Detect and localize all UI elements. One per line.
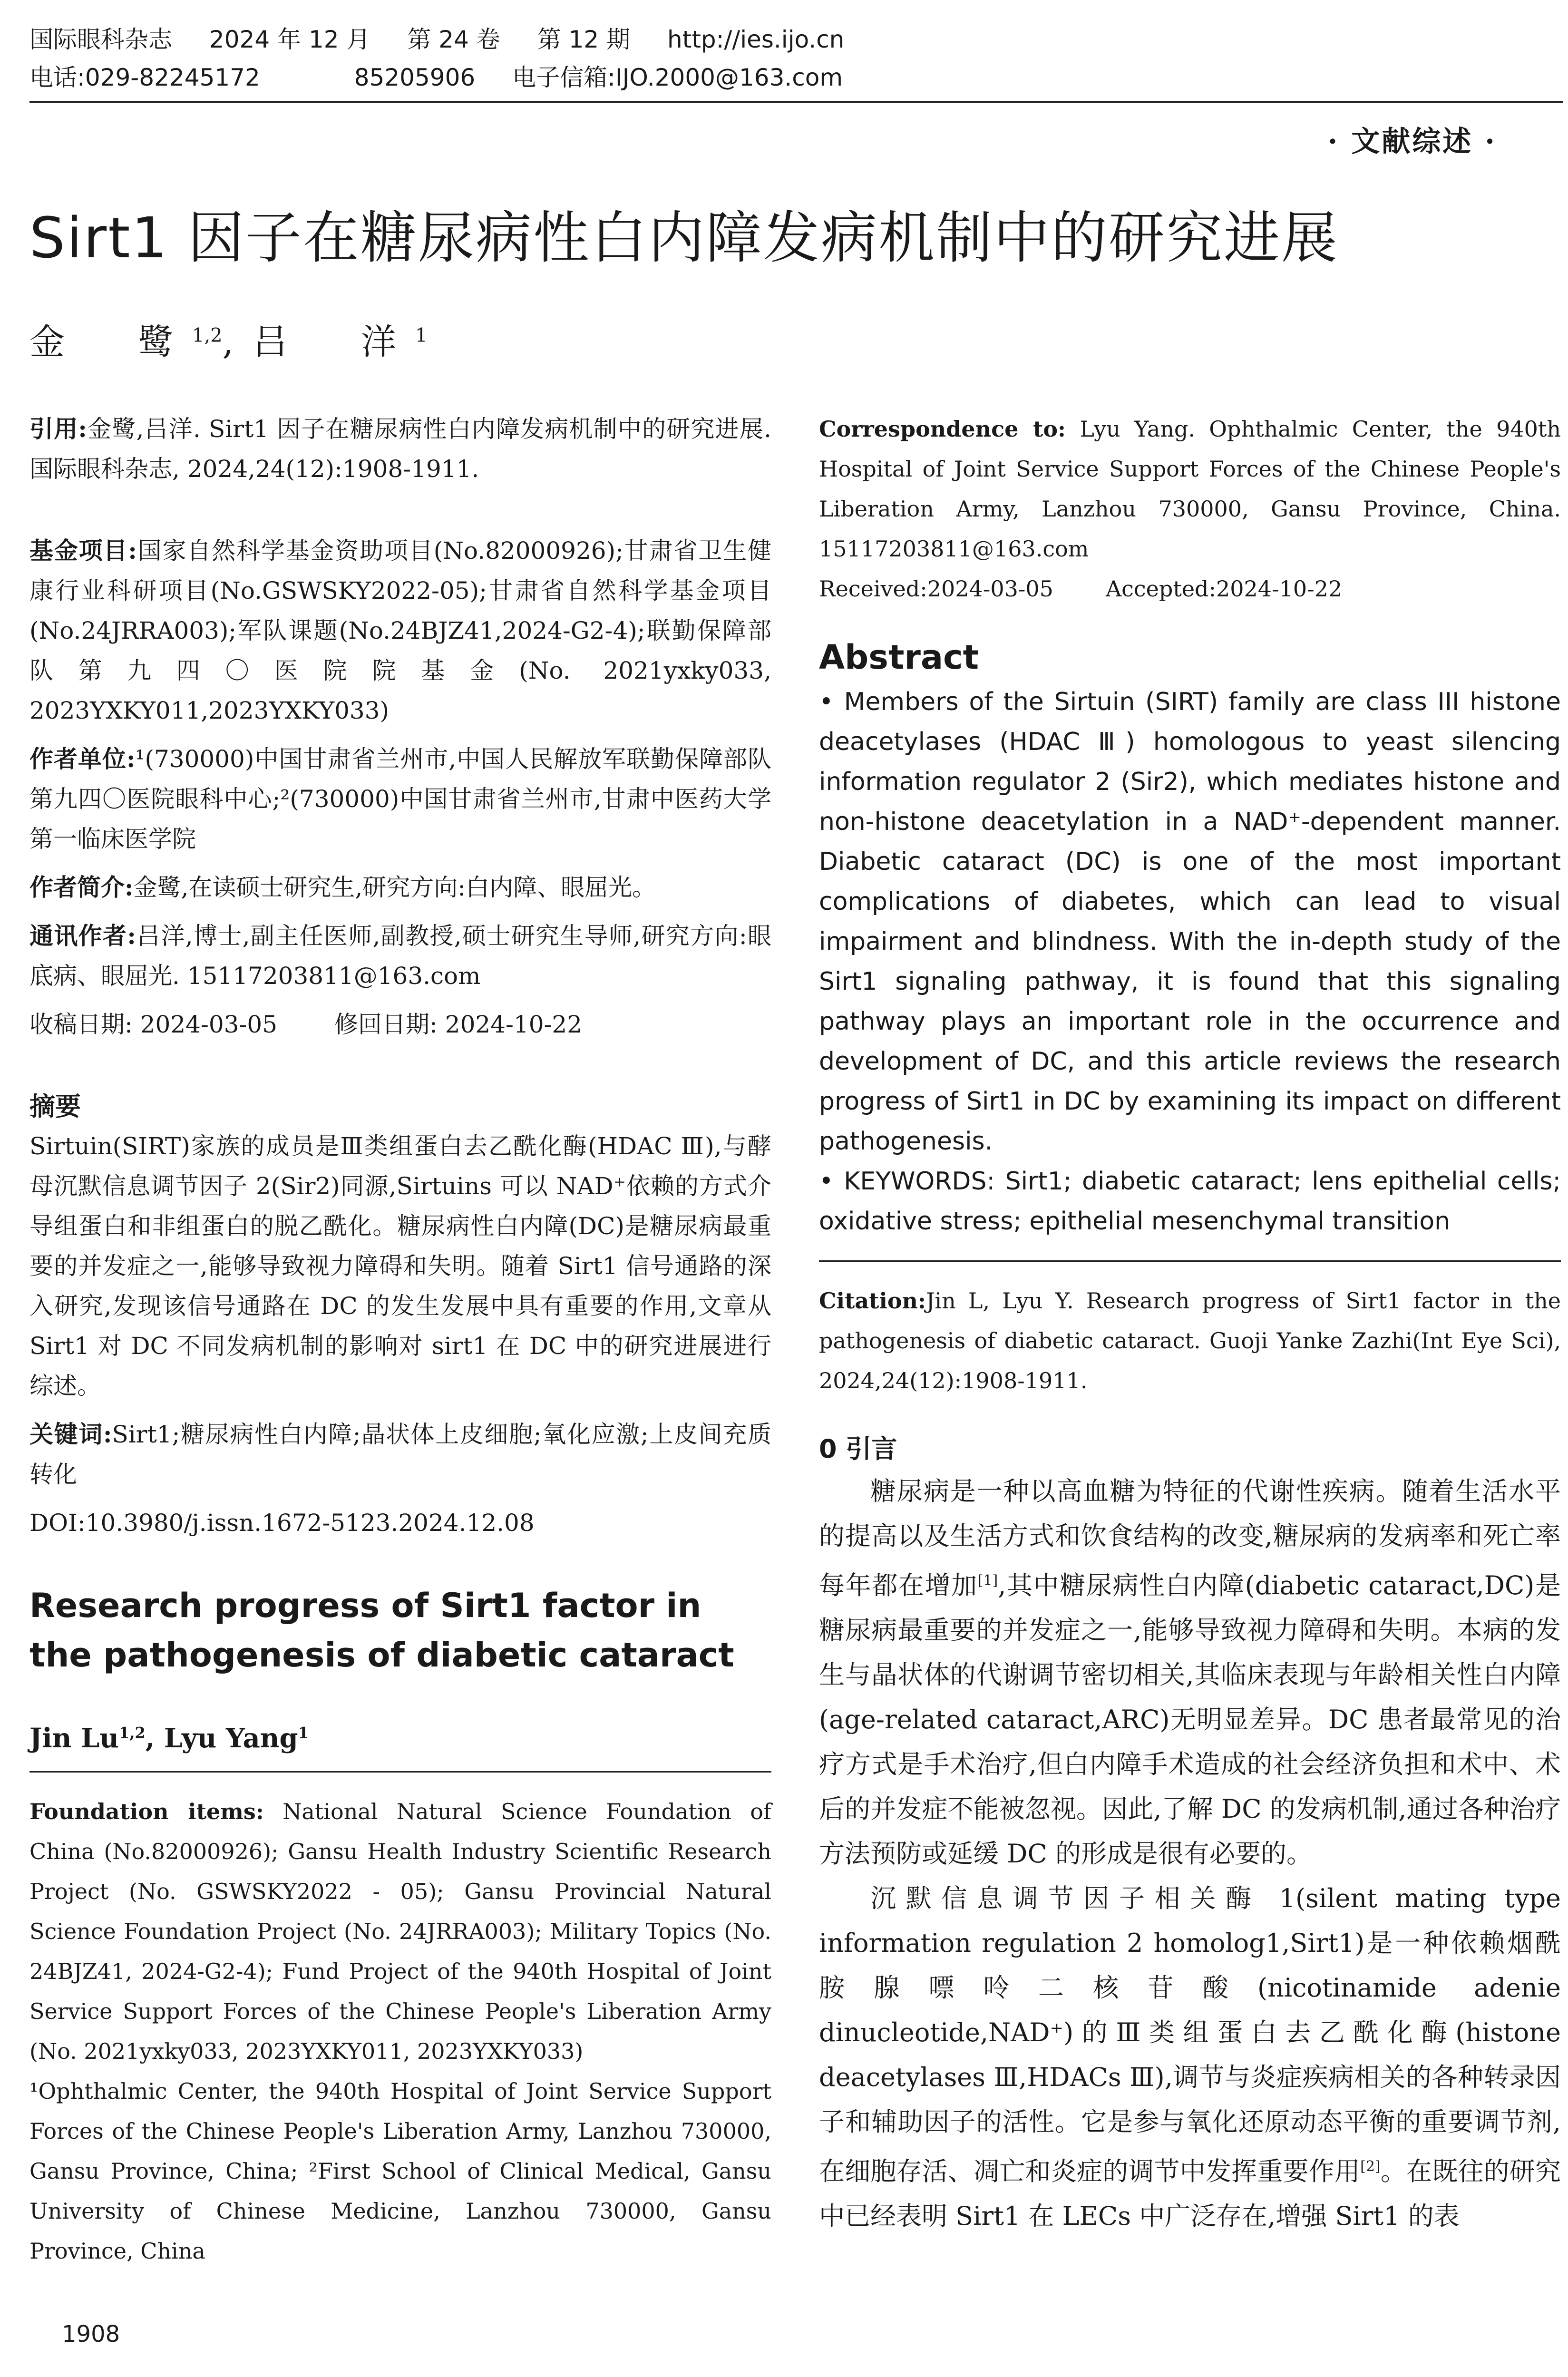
issue-date: 2024 年 12 月 — [209, 26, 370, 53]
fund-cn — [29, 531, 771, 731]
intro-heading: 0 引言 — [819, 1434, 897, 1464]
correspondence-en — [819, 409, 1561, 569]
author-bio-cn — [29, 867, 771, 907]
reference-2[interactable]: [2] — [1360, 2158, 1381, 2175]
author-2-affil: 1 — [415, 324, 428, 347]
journal-name: 国际眼科杂志 — [29, 26, 172, 53]
volume: 第 24 卷 — [407, 26, 500, 53]
foundation-items-text: National Natural Science Foundation of China (No.82000926); Gansu Health Industry Scientific Research Project (No. GSWSKY2022 - 05); Gansu Provincial Natural Science Foundation Project (No. 24JRRA003); Military Topics (No. 24BJZ41, 2024-G2-4); Fund Project of the 940th Hospital of Joint Service Support Forces of the Chinese People's Liberation Army (No. 2021yxky033, 2023YXKY011, 2023YXKY033) — [29, 1799, 771, 2064]
doi[interactable]: DOI:10.3980/j.issn.1672-5123.2024.12.08 — [29, 1509, 535, 1537]
keywords-cn-text: Sirt1;糖尿病性白内障;晶状体上皮细胞;氧化应激;上皮间充质转化 — [29, 1421, 771, 1488]
correspondence-en-label: Correspondence to: — [819, 416, 1066, 442]
correspondence-cn-text: 吕洋,博士,副主任医师,副教授,硕士研究生导师,研究方向:眼底病、眼屈光. 15117203811@163.com — [29, 922, 771, 990]
issue: 第 12 期 — [537, 26, 631, 53]
header-divider — [29, 101, 1563, 103]
phone: 电话:029-82245172 — [29, 64, 260, 91]
author-1-affil: 1,2 — [192, 324, 223, 347]
abstract-text-en: • Members of the Sirtuin (SIRT) family are class III histone deacetylases (HDAC Ⅲ) homologous to yeast silencing information regulator 2 (Sir2), which mediates histone and non-histone deacetylation in a NAD⁺-dependent manner. Diabetic cataract (DC) is one of the most important complications of diabetes, which can lead to visual impairment and blindness. With the in-depth study of the Sirt1 signaling pathway, it is found that this signaling pathway plays an important role in the occurrence and development of DC, and this article reviews the research progress of Sirt1 in DC by examining its impact on different pathogenesis. — [819, 688, 1561, 1156]
right-column — [819, 409, 1561, 2239]
keywords-cn-label: 关键词: — [29, 1420, 112, 1448]
article-title: Sirt1 因子在糖尿病性白内障发病机制中的研究进展 — [29, 205, 1339, 271]
accepted-date-en: Accepted:2024-10-22 — [1105, 576, 1343, 602]
keywords-en: • KEYWORDS: Sirt1; diabetic cataract; lens epithelial cells; oxidative stress; epithelial mesenchymal transition — [819, 1167, 1561, 1236]
citation-cn-text: 金鹭,吕洋. Sirt1 因子在糖尿病性白内障发病机制中的研究进展. 国际眼科杂志, 2024,24(12):1908-1911. — [29, 415, 771, 483]
citation-en-label: Citation: — [819, 1288, 926, 1314]
author-bio-label: 作者简介: — [29, 873, 134, 901]
author-separator: , — [222, 321, 253, 362]
section-label: · 文献综述 · — [1327, 125, 1497, 158]
english-section-divider — [29, 1771, 771, 1773]
intro-paragraph-2-part-b: 。在既往的研究中已经表明 Sirt1 在 LECs 中广泛存在,增强 Sirt1 的表 — [819, 2156, 1561, 2231]
author-2: 吕 洋 — [253, 321, 416, 362]
correspondence-en-text: Lyu Yang. Ophthalmic Center, the 940th Hospital of Joint Service Support Forces of the Chinese People's Liberation Army, Lanzhou 730000, Gansu Province, China. 15117203811@163.com — [819, 416, 1561, 562]
abstract-heading-en: Abstract — [819, 638, 979, 677]
intro-paragraph-1-part-a: 糖尿病是一种以高血糖为特征的代谢性疾病。随着生活水平的提高以及生活方式和饮食结构的改变,糖尿病的发病率和死亡率每年都在增加 — [819, 1476, 1561, 1600]
intro-paragraph-1 — [819, 1469, 1561, 1876]
running-header-line1 — [29, 21, 1537, 58]
journal-url[interactable]: http://ies.ijo.cn — [667, 26, 845, 53]
english-author-1: Jin Lu — [29, 1723, 119, 1754]
intro-paragraph-2 — [819, 1876, 1561, 2239]
affiliation-en: ¹Ophthalmic Center, the 940th Hospital of Joint Service Support Forces of the Chinese People's Liberation Army, Lanzhou 730000, Gansu Province, China; ²First School of Clinical Medical, Gansu University of Chinese Medicine, Lanzhou 730000, Gansu Province, China — [29, 2078, 771, 2264]
abstract-text-cn: Sirtuin(SIRT)家族的成员是Ⅲ类组蛋白去乙酰化酶(HDAC Ⅲ),与酵母沉默信息调节因子 2(Sir2)同源,Sirtuins 可以 NAD⁺依赖的方式介导组蛋白和非组蛋白的脱乙酰化。糖尿病性白内障(DC)是糖尿病最重要的并发症之一,能够导致视力障碍和失明。随着 Sirt1 信号通路的深入研究,发现该信号通路在 DC 的发生发展中具有重要的作用,文章从 Sirt1 对 DC 不同发病机制的影响对 sirt1 在 DC 中的研究进展进行综述。 — [29, 1132, 771, 1400]
page-number: 1908 — [62, 2321, 120, 2348]
phone-2: 85205906 — [354, 64, 476, 91]
received-date-cn: 收稿日期: 2024-03-05 — [29, 1011, 278, 1038]
english-author-2-affil: 1 — [298, 1724, 309, 1742]
affiliation-cn — [29, 739, 771, 859]
english-authors — [29, 1723, 771, 1754]
email[interactable]: 电子信箱:IJO.2000@163.com — [512, 64, 843, 91]
citation-cn — [29, 409, 771, 489]
running-header-line2 — [29, 59, 1537, 96]
revised-date-cn: 修回日期: 2024-10-22 — [334, 1011, 583, 1038]
received-date-en: Received:2024-03-05 — [819, 576, 1053, 602]
english-title: Research progress of Sirt1 factor in the pathogenesis of diabetic cataract — [29, 1586, 734, 1675]
citation-en — [819, 1281, 1561, 1401]
abstract-divider — [819, 1260, 1561, 1262]
dates-en — [819, 569, 1561, 609]
fund-cn-text: 国家自然科学基金资助项目(No.82000926);甘肃省卫生健康行业科研项目(No.GSWSKY2022-05);甘肃省自然科学基金项目(No.24JRRA003);军队课题(No.24BJZ41,2024-G2-4);联勤保障部队第九四〇医院院基金(No. 2021yxky033, 2023YXKY011,2023YXKY033) — [29, 537, 771, 724]
correspondence-cn — [29, 916, 771, 996]
left-column — [29, 409, 771, 2271]
reference-1[interactable]: [1] — [977, 1572, 998, 1589]
correspondence-cn-label: 通讯作者: — [29, 922, 136, 950]
citation-cn-label: 引用: — [29, 415, 87, 443]
keywords-cn — [29, 1414, 771, 1494]
author-bio-text: 金鹭,在读硕士研究生,研究方向:白内障、眼屈光。 — [133, 874, 656, 901]
foundation-items-en — [29, 1792, 771, 2071]
english-author-1-affil: 1,2 — [119, 1724, 146, 1742]
intro-paragraph-2-part-a: 沉默信息调节因子相关酶 1(silent mating type information regulation 2 homolog1,Sirt1)是一种依赖烟酰胺腺嘌呤二核苷酸(nicotinamide adenie dinucleotide,NAD⁺)的Ⅲ类组蛋白去乙酰化酶(histone deacetylases Ⅲ,HDACs Ⅲ),调节与炎症疾病相关的各种转录因子和辅助因子的活性。它是参与氧化还原动态平衡的重要调节剂,在细胞存活、凋亡和炎症的调节中发挥重要作用 — [819, 1883, 1561, 2186]
citation-en-text: Jin L, Lyu Y. Research progress of Sirt1 factor in the pathogenesis of diabetic cataract. Guoji Yanke Zazhi(Int Eye Sci), 2024,24(12):1908-1911. — [819, 1288, 1561, 1393]
intro-paragraph-1-part-b: ,其中糖尿病性白内障(diabetic cataract,DC)是糖尿病最重要的并发症之一,能够导致视力障碍和失明。本病的发生与晶状体的代谢调节密切相关,其临床表现与年龄相关性白内障(age-related cataract,ARC)无明显差异。DC 患者最常见的治疗方式是手术治疗,但白内障手术造成的社会经济负担和术中、术后的并发症不能被忽视。因此,了解 DC 的发病机制,通过各种治疗方法预防或延缓 DC 的形成是很有必要的。 — [819, 1570, 1561, 1869]
article-authors — [29, 314, 428, 364]
fund-cn-label: 基金项目: — [29, 536, 137, 565]
dates-cn — [29, 1004, 771, 1044]
affiliation-cn-label: 作者单位: — [29, 745, 136, 773]
english-author-2: , Lyu Yang — [145, 1723, 298, 1754]
affiliation-cn-text: ¹(730000)中国甘肃省兰州市,中国人民解放军联勤保障部队第九四〇医院眼科中心;²(730000)中国甘肃省兰州市,甘肃中医药大学第一临床医学院 — [29, 745, 771, 853]
abstract-heading-cn: 摘要 — [29, 1091, 81, 1121]
foundation-items-label: Foundation items: — [29, 1799, 264, 1824]
author-1: 金 鹭 — [29, 321, 192, 362]
